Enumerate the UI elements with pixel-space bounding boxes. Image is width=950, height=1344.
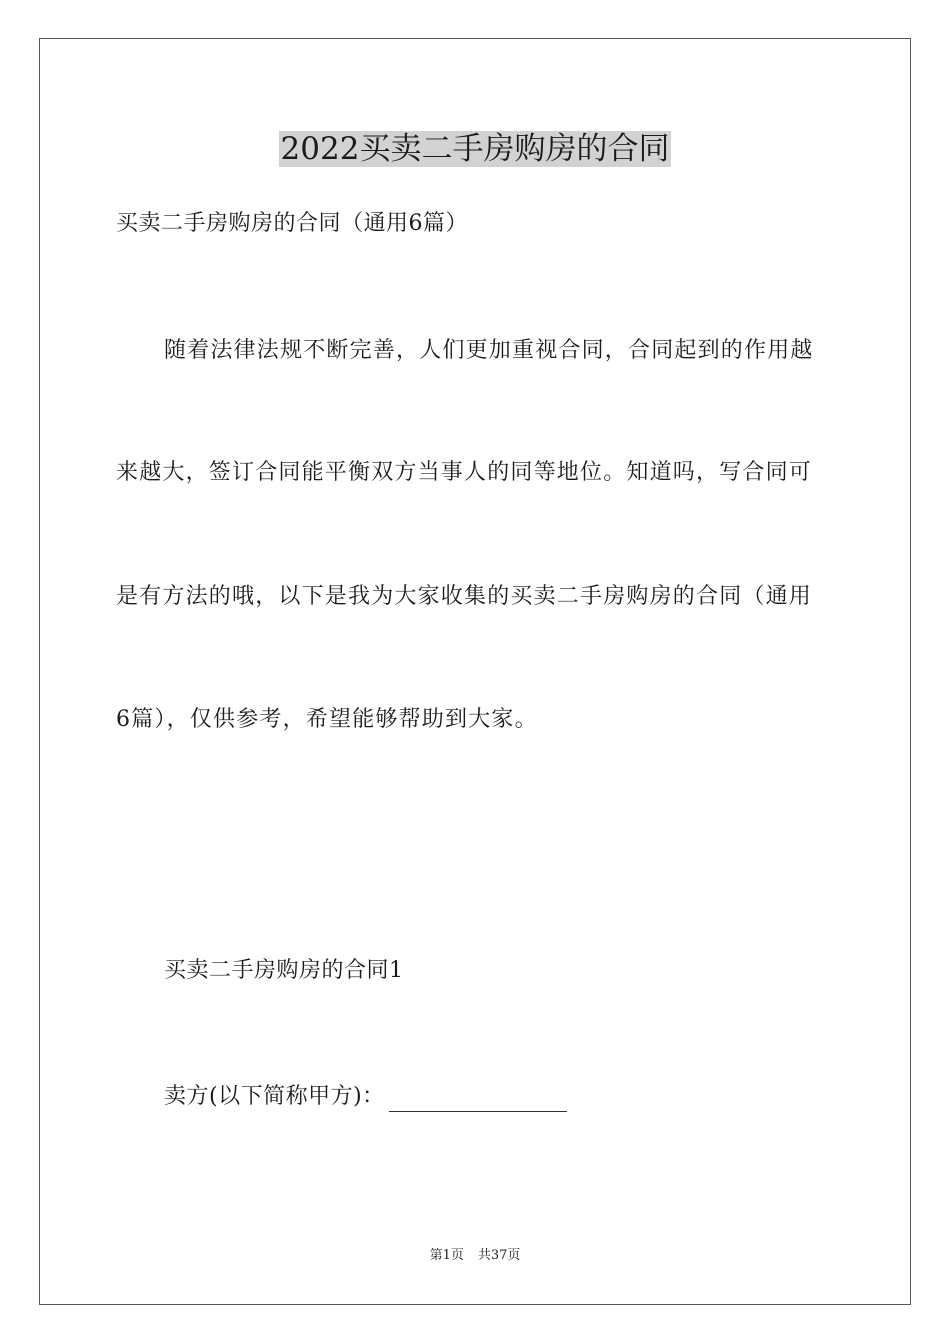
seller-label: 卖方(以下简称甲方)： <box>164 1084 385 1109</box>
intro-line-3: 是有方法的哦，以下是我为大家收集的买卖二手房购房的合同（通用 <box>116 584 813 609</box>
document-title-text: 2022买卖二手房购房的合同 <box>280 131 670 167</box>
seller-field <box>164 1082 567 1112</box>
document-subtitle: 买卖二手房购房的合同（通用6篇） <box>116 211 468 236</box>
intro-line-4: 6篇），仅供参考，希望能够帮助到大家。 <box>116 707 538 732</box>
section-heading: 买卖二手房购房的合同1 <box>164 958 404 983</box>
page-total: 共37页 <box>477 1248 521 1263</box>
intro-line-2: 来越大，签订合同能平衡双方当事人的同等地位。知道吗，写合同可 <box>116 460 813 485</box>
seller-blank-line <box>389 1089 567 1112</box>
intro-line-1: 随着法律法规不断完善，人们更加重视合同，合同起到的作用越 <box>164 338 814 363</box>
page-footer <box>0 1247 950 1265</box>
document-title <box>0 127 950 171</box>
page-number: 第1页 <box>429 1248 464 1263</box>
